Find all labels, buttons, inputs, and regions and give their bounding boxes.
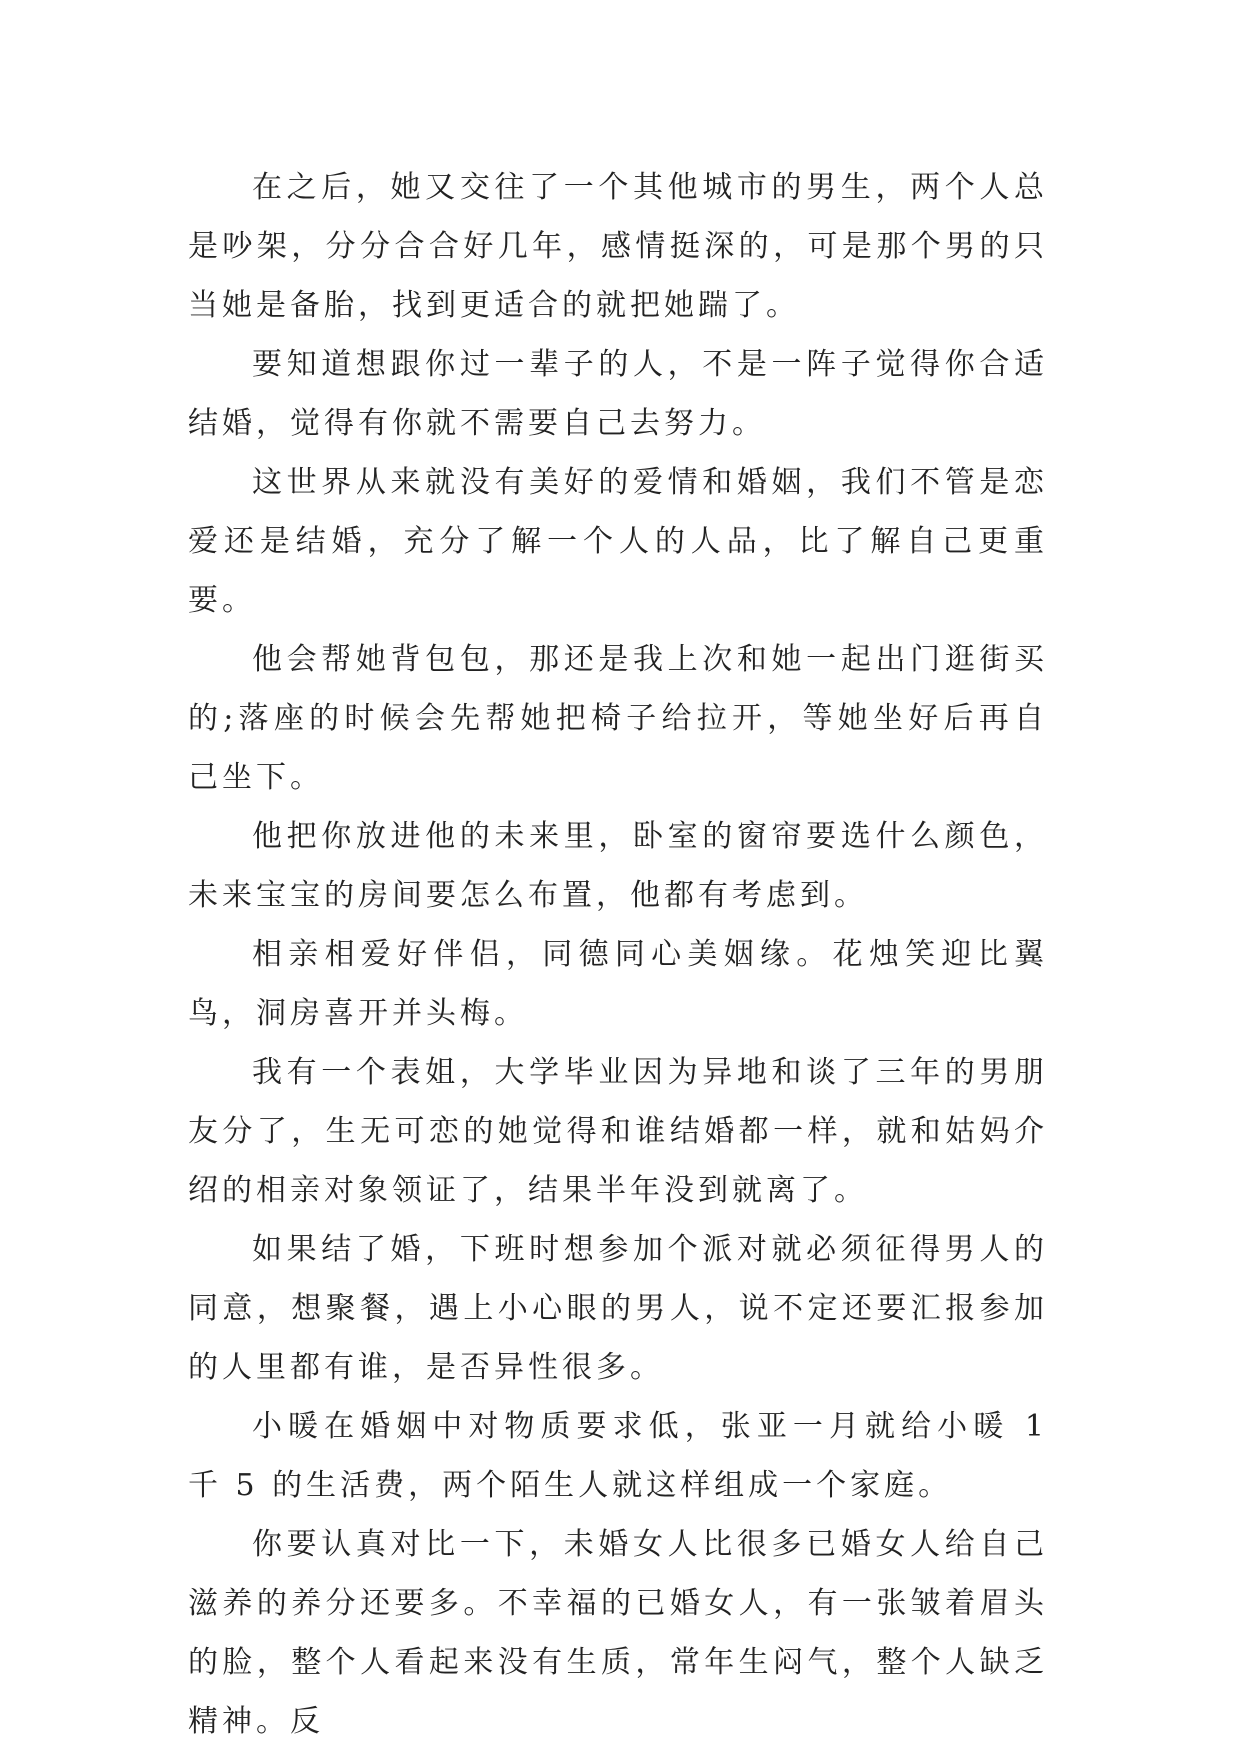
paragraph: 相亲相爱好伴侣，同德同心美姻缘。花烛笑迎比翼鸟，洞房喜开并头梅。: [188, 937, 1048, 1031]
paragraph: 他把你放进他的未来里，卧室的窗帘要选什么颜色，未来宝宝的房间要怎么布置，他都有考虑到。: [188, 819, 1048, 913]
paragraph: 这世界从来就没有美好的爱情和婚姻，我们不管是恋爱还是结婚，充分了解一个人的人品，比了解自己更重要。: [188, 465, 1048, 618]
document-body: [188, 158, 1048, 1751]
paragraph: 如果结了婚，下班时想参加个派对就必须征得男人的同意，想聚餐，遇上小心眼的男人，说不定还要汇报参加的人里都有谁，是否异性很多。: [188, 1232, 1048, 1385]
paragraph: 他会帮她背包包，那还是我上次和她一起出门逛街买的;落座的时候会先帮她把椅子给拉开，等她坐好后再自己坐下。: [188, 642, 1048, 795]
paragraph: 你要认真对比一下，未婚女人比很多已婚女人给自己滋养的养分还要多。不幸福的已婚女人，有一张皱着眉头的脸，整个人看起来没有生质，常年生闷气，整个人缺乏精神。反: [188, 1527, 1048, 1739]
paragraph: 我有一个表姐，大学毕业因为异地和谈了三年的男朋友分了，生无可恋的她觉得和谁结婚都一样，就和姑妈介绍的相亲对象领证了，结果半年没到就离了。: [188, 1055, 1048, 1208]
paragraph: 小暖在婚姻中对物质要求低，张亚一月就给小暖 1 千 5 的生活费，两个陌生人就这样组成一个家庭。: [188, 1409, 1048, 1503]
paragraph: 在之后，她又交往了一个其他城市的男生，两个人总是吵架，分分合合好几年，感情挺深的，可是那个男的只当她是备胎，找到更适合的就把她踹了。: [188, 170, 1048, 323]
paragraph: 要知道想跟你过一辈子的人，不是一阵子觉得你合适结婚，觉得有你就不需要自己去努力。: [188, 347, 1048, 441]
